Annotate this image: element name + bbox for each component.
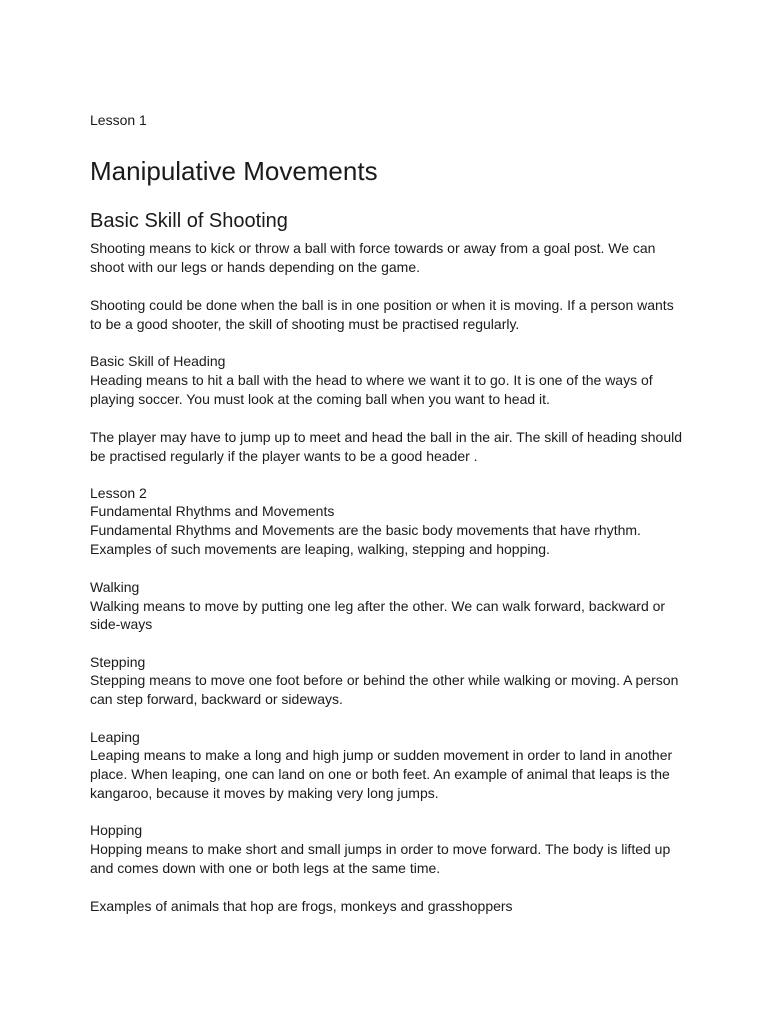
paragraph-line: Examples of such movements are leaping, walking, stepping and hopping. <box>90 541 550 557</box>
paragraph-line: Shooting could be done when the ball is in one position or when it is moving. If a person wants <box>90 297 674 313</box>
paragraph-line: side-ways <box>90 616 153 632</box>
section-heading: Basic Skill of Shooting <box>90 210 288 232</box>
subheading-leaping: Leaping <box>90 729 140 745</box>
paragraph-line: Stepping means to move one foot before or behind the other while walking or moving. A person <box>90 672 679 688</box>
paragraph-line: playing soccer. You must look at the coming ball when you want to head it. <box>90 391 550 407</box>
subheading-heading: Basic Skill of Heading <box>90 353 226 369</box>
paragraph-line: Fundamental Rhythms and Movements are the basic body movements that have rhythm. <box>90 522 641 538</box>
paragraph-line: Shooting means to kick or throw a ball with force towards or away from a goal post. We can <box>90 240 656 256</box>
paragraph-line: Hopping means to make short and small jumps in order to move forward. The body is lifted up <box>90 841 671 857</box>
paragraph-line: place. When leaping, one can land on one or both feet. An example of animal that leaps is the <box>90 766 670 782</box>
paragraph-line: to be a good shooter, the skill of shooting must be practised regularly. <box>90 316 520 332</box>
lesson-label: Lesson 2 <box>90 485 147 501</box>
paragraph-line: be practised regularly if the player wants to be a good header . <box>90 448 478 464</box>
paragraph-line: The player may have to jump up to meet and head the ball in the air. The skill of heading should <box>90 429 682 445</box>
paragraph-line: can step forward, backward or sideways. <box>90 691 343 707</box>
paragraph-line: Leaping means to make a long and high jump or sudden movement in order to land in another <box>90 747 673 763</box>
subheading-stepping: Stepping <box>90 654 146 670</box>
subheading-walking: Walking <box>90 579 140 595</box>
paragraph-line: Heading means to hit a ball with the head to where we want it to go. It is one of the ways of <box>90 372 653 388</box>
paragraph-line: Examples of animals that hop are frogs, monkeys and grasshoppers <box>90 898 513 914</box>
paragraph-line: and comes down with one or both legs at the same time. <box>90 860 441 876</box>
subheading-fundamental: Fundamental Rhythms and Movements <box>90 503 335 519</box>
page-title: Manipulative Movements <box>90 156 378 186</box>
paragraph-line: kangaroo, because it moves by making very long jumps. <box>90 785 439 801</box>
subheading-hopping: Hopping <box>90 822 143 838</box>
lesson-label: Lesson 1 <box>90 112 147 128</box>
paragraph-line: shoot with our legs or hands depending on the game. <box>90 259 421 275</box>
paragraph-line: Walking means to move by putting one leg after the other. We can walk forward, backward or <box>90 598 666 614</box>
